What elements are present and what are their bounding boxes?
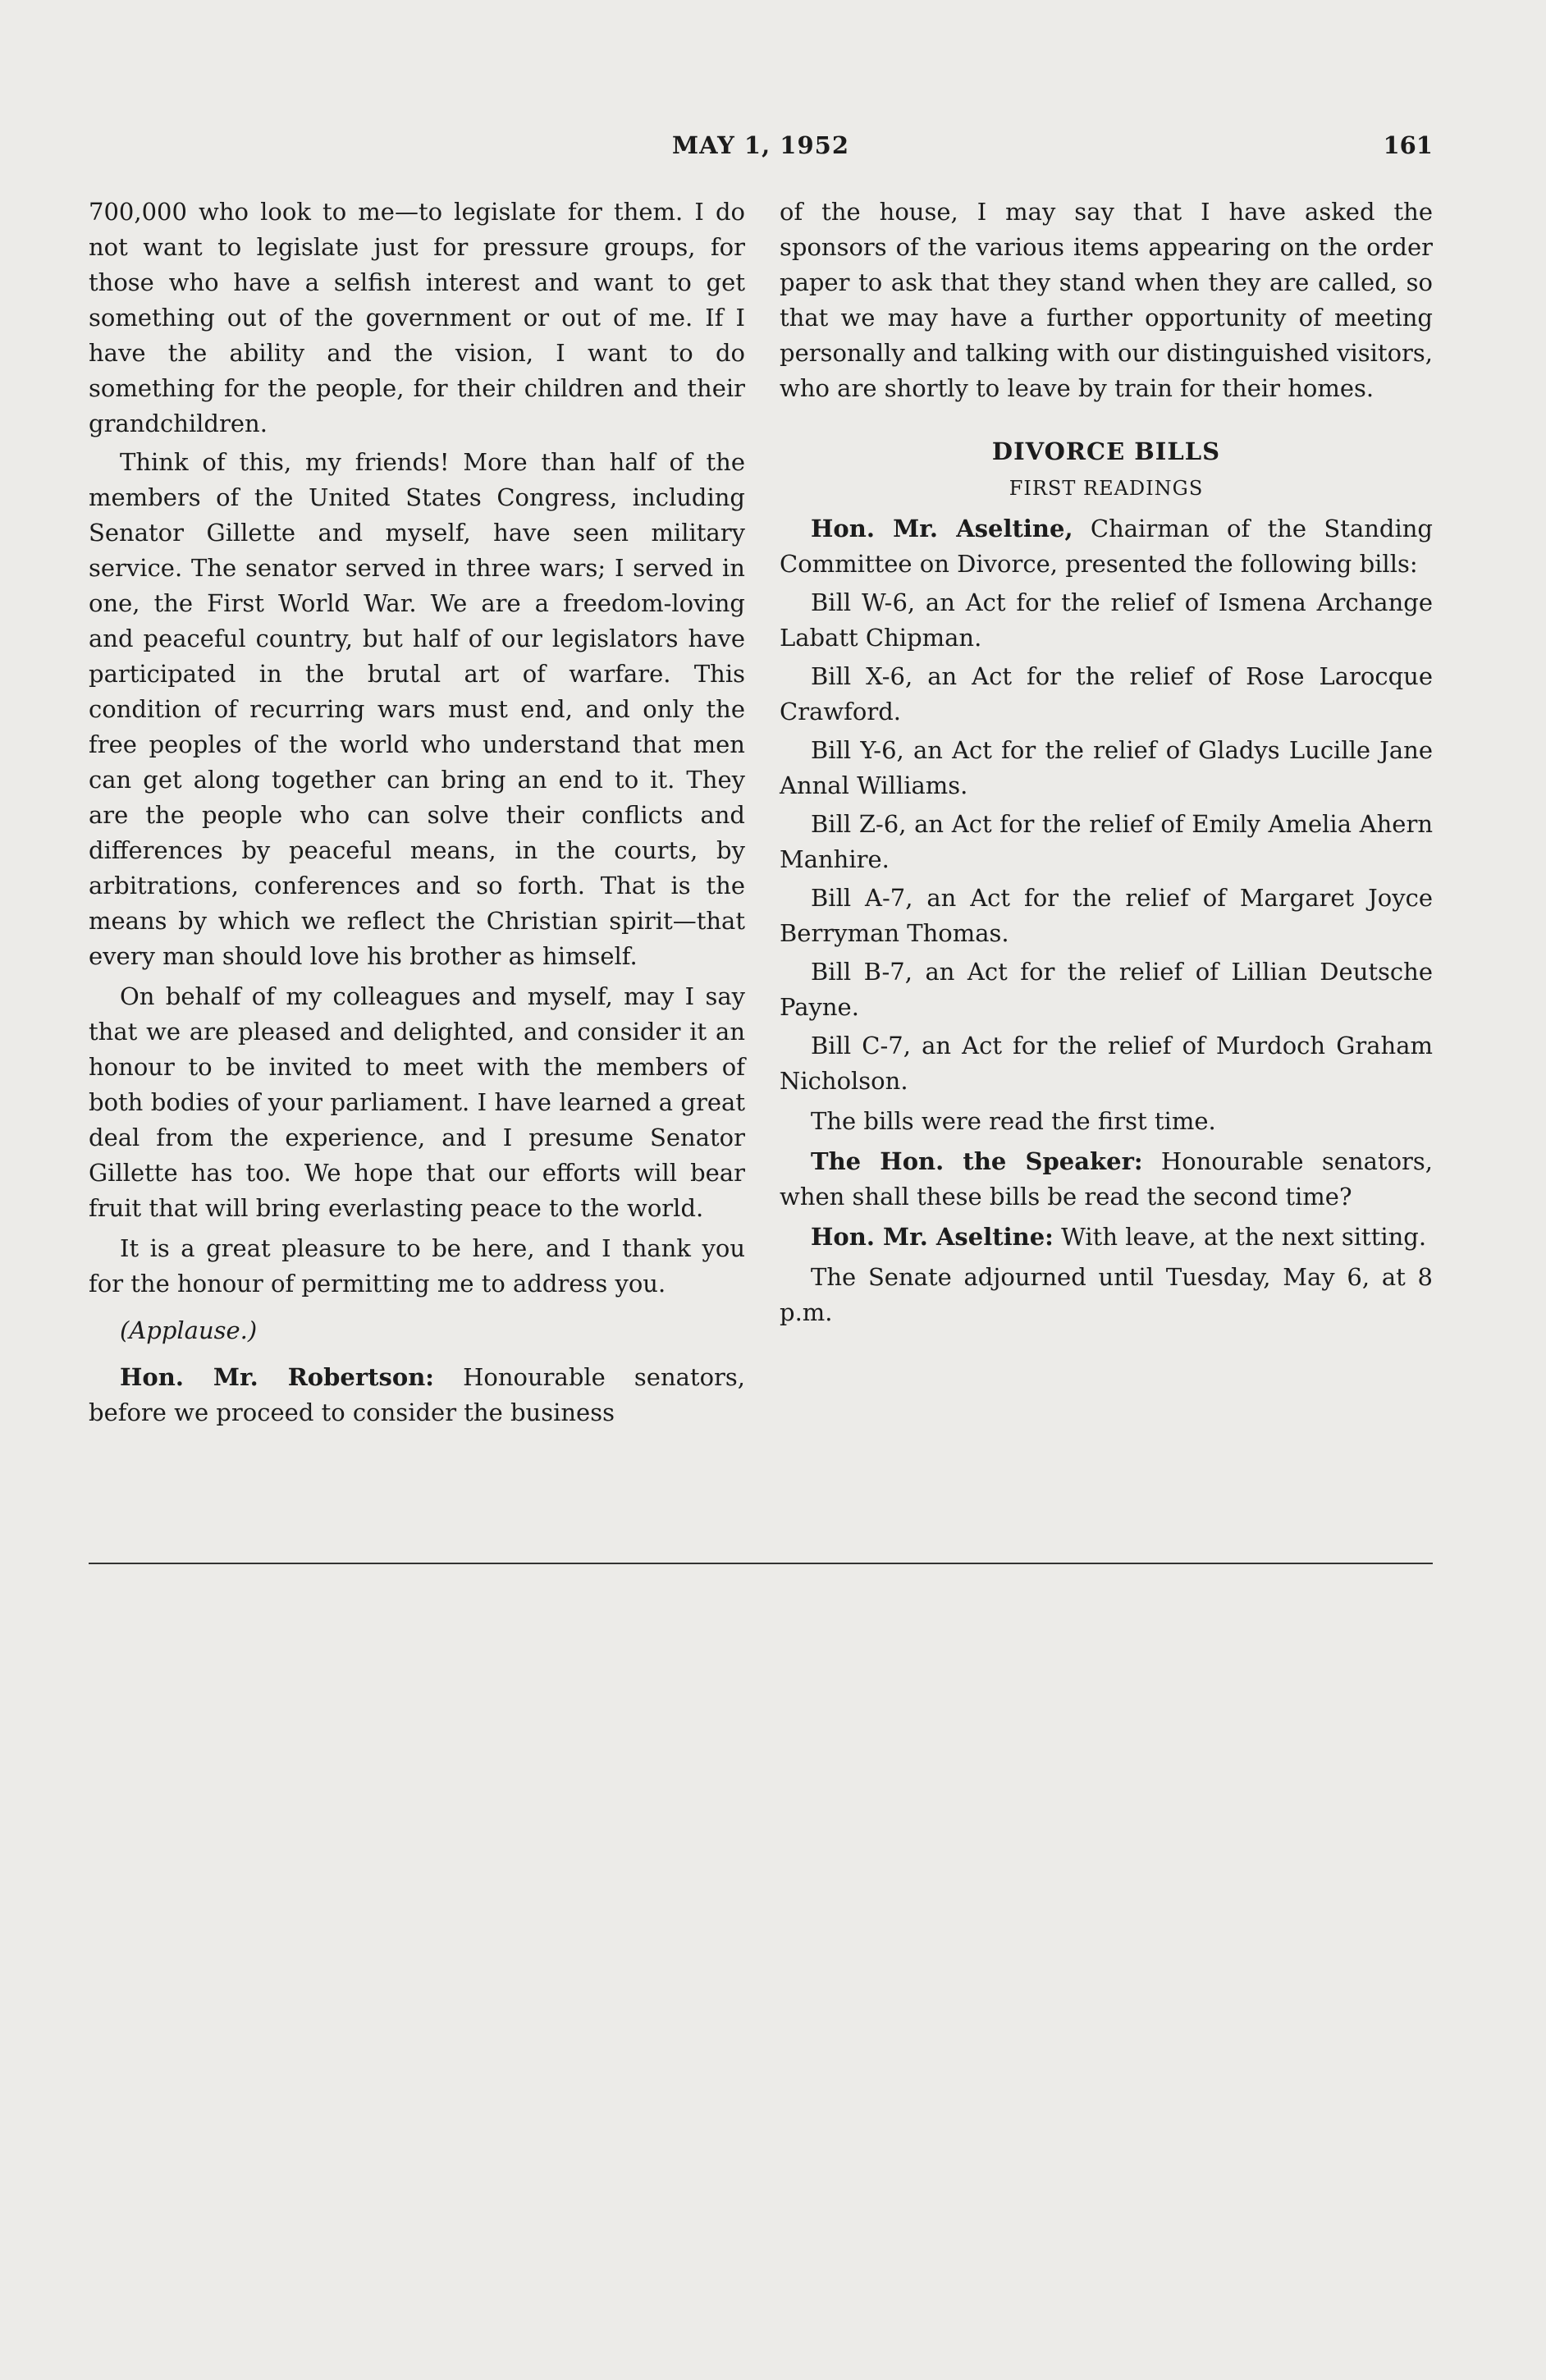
- left-column: [89, 195, 745, 1434]
- section-title: DIVORCE BILLS: [991, 437, 1221, 465]
- page-number: 161: [1383, 131, 1433, 159]
- paragraph: The bills were read the first time.: [811, 1107, 1216, 1135]
- applause-note: (Applause.): [120, 1316, 258, 1344]
- bill-item: Bill C-7, an Act for the relief of Murdoch Graham Nicholson.: [780, 1032, 1433, 1095]
- speaker-name: Hon. Mr. Robertson:: [120, 1363, 434, 1391]
- speech-text: With leave, at the next sitting.: [1053, 1223, 1427, 1251]
- speech-paragraph: [780, 511, 1433, 582]
- right-column: [780, 195, 1433, 1334]
- speech-paragraph: [780, 1144, 1433, 1215]
- speaker-name: Hon. Mr. Aseltine,: [811, 515, 1073, 542]
- section-subtitle: FIRST READINGS: [1009, 477, 1204, 500]
- bill-item: Bill A-7, an Act for the relief of Margaret Joyce Berryman Thomas.: [780, 884, 1433, 947]
- paragraph: The Senate adjourned until Tuesday, May 6, at 8 p.m.: [780, 1263, 1433, 1326]
- paragraph: Think of this, my friends! More than half of the members of the United States Congress, including Senator Gillette and myself, have seen military service. The senator served in three wars; I served in one, the First World War. We are a freedom-loving and peaceful country, but half of our legislators have participated in the brutal art of warfare. This condition of recurring wars must end, and only the free peoples of the world who understand that men can get along together can bring an end to it. They are the people who can solve their conflicts and differences by peaceful means, in the courts, by arbitrations, conferences and so forth. That is the means by which we reflect the Christian spirit—that every man should love his brother as himself.: [89, 448, 745, 970]
- paragraph: of the house, I may say that I have asked the sponsors of the various items appearing on the order paper to ask that they stand when they are called, so that we may have a further opportunity of meeting personally and talking with our distinguished visitors, who are shortly to leave by train for their homes.: [780, 198, 1433, 402]
- page-header: [89, 131, 1433, 167]
- speech-text: Chairman of the Standing Committee on Divorce, presented the following bills:: [780, 515, 1433, 578]
- bill-item: Bill W-6, an Act for the relief of Ismena Archange Labatt Chipman.: [780, 588, 1433, 652]
- speaker-name: The Hon. the Speaker:: [811, 1147, 1143, 1175]
- paragraph: It is a great pleasure to be here, and I thank you for the honour of permitting me to address you.: [89, 1234, 745, 1298]
- bill-item: Bill B-7, an Act for the relief of Lillian Deutsche Payne.: [780, 958, 1433, 1021]
- speech-text: Honourable senators, before we proceed to consider the business: [89, 1363, 745, 1426]
- speech-paragraph: [89, 1360, 745, 1430]
- speech-paragraph: [780, 1220, 1433, 1255]
- bill-item: Bill X-6, an Act for the relief of Rose Larocque Crawford.: [780, 662, 1433, 725]
- speech-text: Honourable senators, when shall these bills be read the second time?: [780, 1147, 1434, 1211]
- page-date: MAY 1, 1952: [671, 131, 850, 159]
- paragraph: On behalf of my colleagues and myself, may I say that we are pleased and delighted, and consider it an honour to be invited to meet with the members of both bodies of your parliament. I have learned a great deal from the experience, and I presume Senator Gillette has too. We hope that our efforts will bear fruit that will bring everlasting peace to the world.: [89, 982, 745, 1222]
- speaker-name: Hon. Mr. Aseltine:: [811, 1223, 1054, 1251]
- bill-item: Bill Y-6, an Act for the relief of Gladys Lucille Jane Annal Williams.: [780, 736, 1433, 799]
- bill-item: Bill Z-6, an Act for the relief of Emily Amelia Ahern Manhire.: [780, 810, 1433, 873]
- page-divider: [89, 1563, 1433, 1564]
- paragraph: 700,000 who look to me—to legislate for them. I do not want to legislate just for pressure groups, for those who have a selfish interest and want to get something out of the government or out of me. If I have the ability and the vision, I want to do something for the people, for their children and their grandchildren.: [89, 198, 745, 437]
